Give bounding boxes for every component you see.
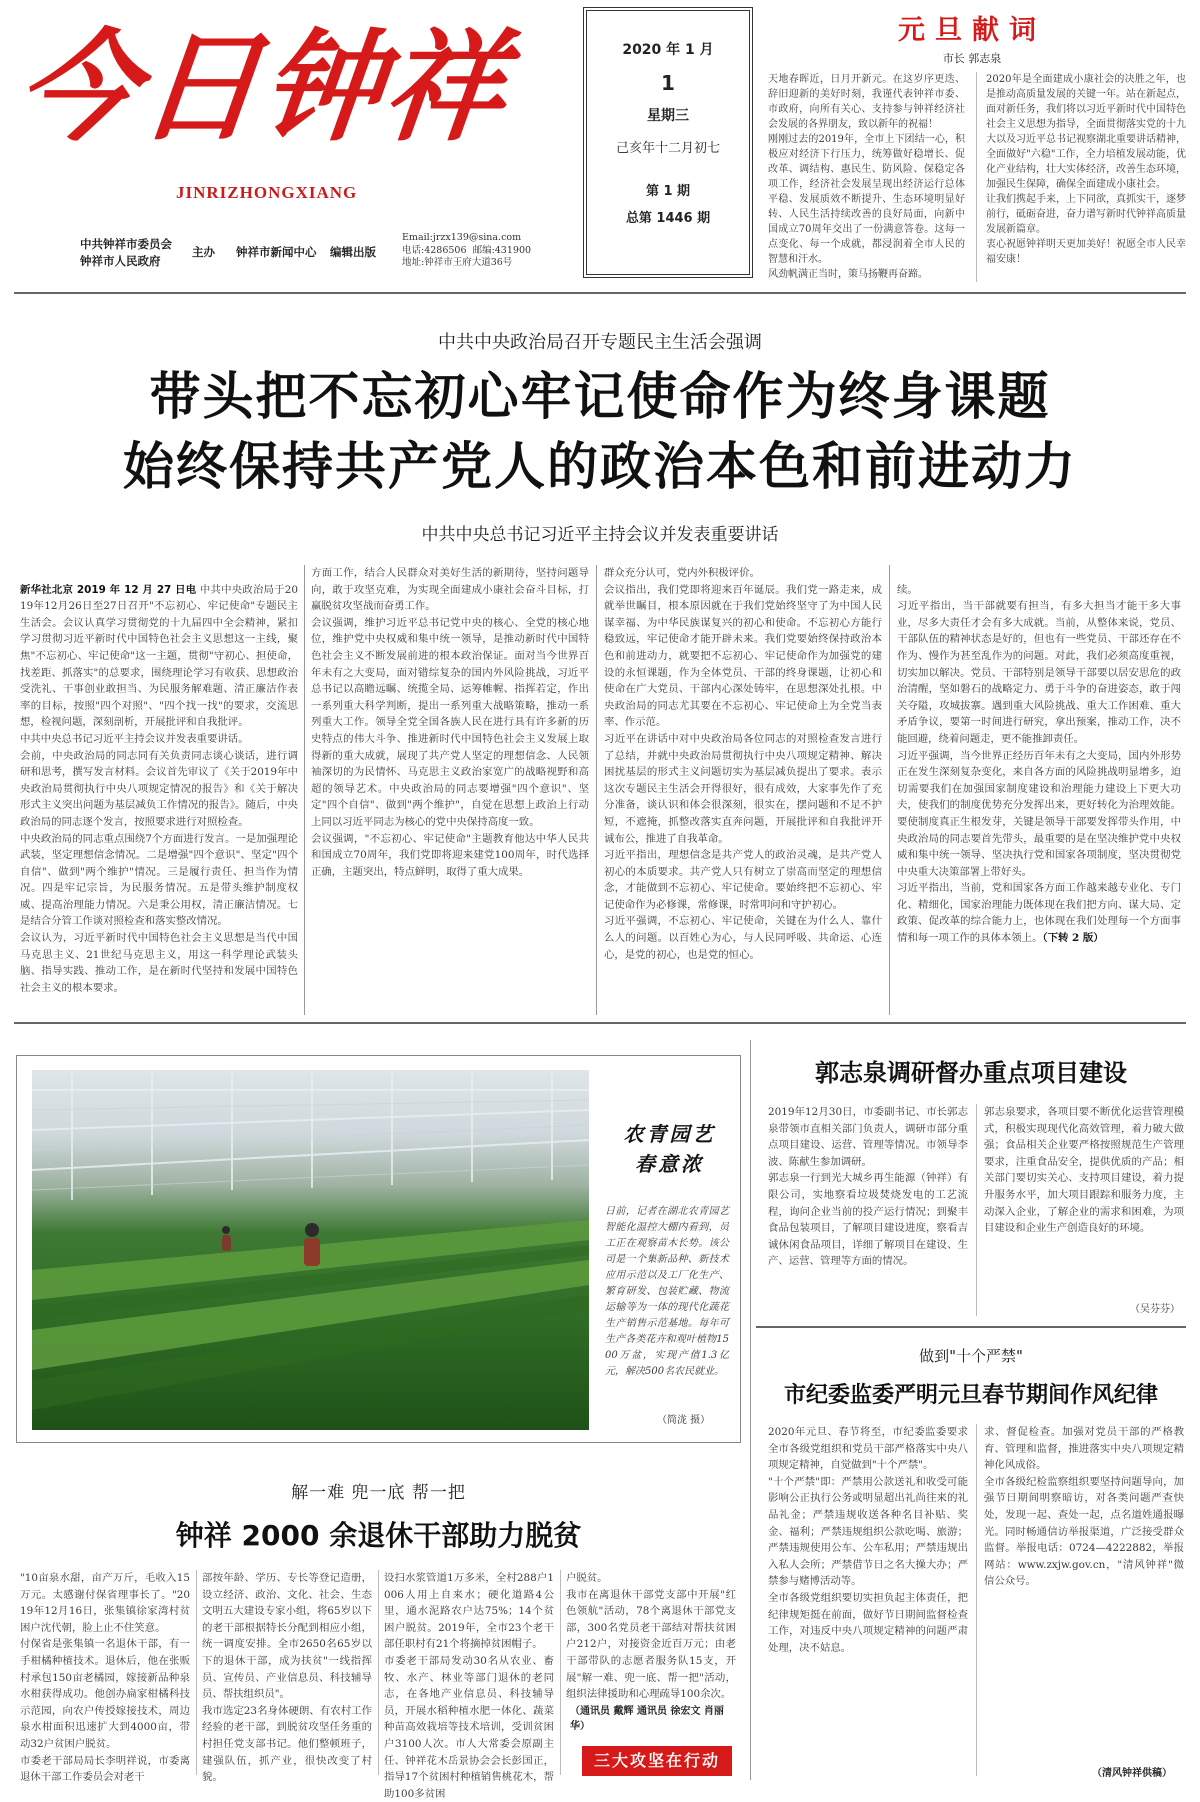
jiwei-divider	[976, 1424, 977, 1776]
issue-date: 2020 年 1 月	[622, 42, 714, 58]
worker-figure	[304, 1223, 320, 1266]
jiwei-kicker: 做到"十个严禁"	[919, 1347, 1023, 1365]
greenhouse-photo	[32, 1070, 589, 1430]
contact-address: 地址:钟祥市王府大道36号	[402, 257, 513, 268]
lead-col-3: 群众充分认可，党内外积极评价。 会议指出，我们党即将迎来百年诞辰。我们党一路走来，成就举世瞩目，根本原因就在于我们党始终坚守了为中国人民谋幸福、为中华民族谋复兴的初心和使命。不忘初心方能行稳致远，牢记使命才能开辟未来。我们党要始终保持政治本色和前进动力，就要把不忘初心、牢记使命作为加强党的建设的永恒课题，作为全体党员、干部的终身课题，让初心和使命在广大党员、干部内心深处铸牢，在思想深处扎根。中央政治局的同志尤其要在不忘初心、牢记使命上为全党当表率、作示范。 习近平在讲话中对中央政治局各位同志的对照检查发言进行了总结，并就中央政治局贯彻执行中央八项规定精神、解决困扰基层的形式主义问题切实为基层减负提出了要求。表示这次专题民主生活会开得很好，很有成效，大家事先作了充分准备，谈认识和体会很深刻，很实在，摆问题和不足不护短，不遮掩，抓整改落实直奔问题，开展批评和自我批评开诚布公，推进了自我革命。 习近平指出，理想信念是共产党人的政治灵魂，是共产党人初心的本质要求。共产党人只有树立了崇高而坚定的理想信念，才能做到不忘初心、牢记使命。要始终把不忘初心、牢记使命作为必修课，常修课，时常叩问和守护初心。 习近平强调，不忘初心、牢记使命，关键在为什么人、靠什么人的问题。以百姓心为心，与人民同呼吸、共命运、心连心，是党的初心，也是党的恒心。	[604, 567, 882, 961]
photo-title-2: 春意浓	[635, 1152, 704, 1176]
right-section-divider	[750, 1040, 751, 1780]
retire-col-4: 户脱贫。 我市在离退休干部党支部中开展"红色领航"活动，78个离退休干部党支部，300名党员老干部结对帮扶贫困户212户，对接资金近百万元；由老干部带队的志愿者服务队15支，开展"解一难、兜一底、帮一把"活动，组织法律援助和心理疏导100余次。	[566, 1572, 736, 1701]
retire-headline: 钟祥 2000 余退休干部助力脱贫	[175, 1519, 582, 1552]
sponsor-2: 钟祥市人民政府	[80, 254, 161, 268]
newyear-col-1: 天地春晖近，日月开新元。在这岁序更迭、辞旧迎新的美好时刻，我谨代表钟祥市委、市政府，向所有关心、支持参与钟祥经济社会发展的各界朋友，致以新年的祝福！ 刚刚过去的2019年，全市上下团结一心，积极应对经济下行压力，统筹做好稳增长、促改革、调结构、惠民生、防风险、保稳定各项工作，经济社会发展呈现出经济运行总体平稳、发展质效不断提升、生态环境明显好转、人民生活持续改善的良好局面，向新中国成立70周年交出了一份满意答卷。这每一点变化、每一个成就，都浸润着全市人民的智慧和汗水。 风劲帆满正当时，策马扬鞭再奋蹄。	[768, 74, 965, 280]
lead-dateline: 新华社北京 2019 年 12 月 27 日电	[20, 583, 197, 596]
lead-col-1: 新华社北京 2019 年 12 月 27 日电 中共中央政治局于2019年12月26日至27日召开"不忘初心、牢记使命"专题民主生活会。会议认真学习贯彻党的十九届四中全会精神，紧扣学习贯彻习近平新时代中国特色社会主义思想这一主线，聚焦"不忘初心、牢记使命"这一主题，贯彻"守初心、担使命，找差距、抓落实"的总要求，围绕理论学习有收获、思想政治受洗礼、干事创业敢担当、为民服务解难题、清正廉洁作表率的目标，按照"四个对照"、"四个找一找"的要求，交流思想，检视问题，深刻剖析，开展批评和自我批评。 中共中央总书记习近平主持会议并发表重要讲话。 会前，中央政治局的同志同有关负责同志谈心谈话，进行调研和思考，撰写发言材料。会议首先审议了《关于2019年中央政治局贯彻执行中央八项规定情况的报告》和《关于解决形式主义突出问题为基层减负工作情况的报告》。随后，中央政治局的同志逐个发言，按照要求进行对照检查。 中央政治局的同志重点围绕7个方面进行发言。一是加强理论武装，坚定理想信念情况。二是增强"四个意识"、坚定"四个自信"、做到"两个维护"情况。三是履行责任、担当作为情况。四是牢记宗旨，为民服务情况。五是带头维护制度权威、提高治理能力情况。六是秉公用权，清正廉洁情况。七是结合分管工作谈对照检查和落实整改情况。 会议认为，习近平新时代中国特色社会主义思想是当代中国马克思主义、21世纪马克思主义，用这一科学理论武装头脑、指导实践、推动工作，是在新时代坚持和发展中国特色社会主义的根本要求。	[20, 583, 298, 994]
lead-kicker: 中共中央政治局召开专题民主生活会强调	[438, 332, 762, 353]
issue-day: 1	[661, 71, 675, 95]
retire-col-2: 部按年龄、学历、专长等登记造册，设立经济、政治、文化、社会、生态文明五大建设专家小组，将65岁以下的老干部根据特长分配到相应小组，统一调度安排。全市2650名65岁以下的退休干部，成为扶贫"一线指挥员、宣传员、产业信息员、科技辅导员、帮扶组织员"。 我市选定23名身体硬朗、有农村工作经验的老干部，到脱贫攻坚任务重的村担任党支部书记。他们整顿班子，建强队伍，抓产业，很快改变了村貌。	[202, 1572, 372, 1784]
dateline-box	[586, 10, 750, 275]
retire-kicker: 解一难 兜一底 帮一把	[291, 1483, 466, 1503]
newyear-title: 元旦献词	[898, 15, 1046, 46]
photo-feature	[16, 1055, 741, 1443]
masthead-pinyin: JINRIZHONGXIANG	[176, 183, 358, 202]
guo-col-2: 郭志泉要求，各项目要不断优化运营管理模式，积极实现现代化高效管理，着力破大做强；食品相关企业要严格按照规范生产管理要求，注重食品安全，提供优质的产品；相关部门要切实关心、支持项目建设，着力提升服务水平，加大项目跟踪和服务力度，主动深入企业，了解企业的需求和困难，为项目建设和企业生产创造良好的环境。	[984, 1106, 1184, 1235]
masthead-rule	[14, 292, 1186, 294]
newyear-divider	[976, 72, 977, 282]
guo-divider	[976, 1104, 977, 1316]
lunar-date: 己亥年十二月初七	[615, 141, 720, 156]
guo-headline: 郭志泉调研督办重点项目建设	[815, 1059, 1127, 1087]
lead-deck: 中共中央总书记习近平主持会议并发表重要讲话	[421, 525, 779, 545]
photo-title-1: 农青园艺	[623, 1122, 716, 1146]
retire-col-3: 设扫水浆管道1万多米，全村288户1006人用上自来水；硬化道路4公里，通水泥路农户达75%；14个贫困户脱贫。2019年，全市23个老干部任职村有21个将摘掉贫困帽子。 市委老干部局发动30名从农业、畜牧、水产、林业等部门退休的老同志，在各地产业信息员、科技辅导员，开展水稻种植水肥一体化、蔬菜种苗高效栽培等技术培训，受训贫困户3100人次。市人大常委会原副主任、钟祥花木岳景协会会长彭国正，指导17个贫困村种植销售桃花木，帮助100多贫困	[384, 1572, 554, 1800]
retire-divider-1	[196, 1570, 197, 1775]
jiwei-credit: （清风钟祥供稿）	[1092, 1768, 1172, 1779]
jiwei-headline: 市纪委监委严明元旦春节期间作风纪律	[783, 1383, 1158, 1408]
issue-weekday: 星期三	[647, 108, 689, 124]
guo-col-1: 2019年12月30日，市委副书记、市长郭志泉带领市直相关部门负责人，调研市部分重点项目建设、运营、管理等情况。市领导李波、陈献生参加调研。 郭志泉一行到光大城乡再生能源（钟祥）有限公司，实地察看垃圾焚烧发电的工艺流程，询问企业当前的投产运行情况；到聚丰食品包装项目，了解项目建设进度，察看吉诚休闲食品项目，详细了解项目在建设、生产、运营、管理等方面的情况。	[768, 1106, 968, 1268]
lead-col-2: 方面工作，结合人民群众对美好生活的新期待，坚持问题导向，敢于攻坚克难，为实现全面建成小康社会奋斗目标，打赢脱贫攻坚战而奋勇工作。 会议强调，维护习近平总书记党中央的核心、全党的核心地位，维护党中央权威和集中统一领导，是推动新时代中国特色社会主义不断发展前进的根本政治保证。面对当今世界百年未有之大变局，面对错综复杂的国内外风险挑战，习近平总书记以高瞻远瞩、统揽全局、运筹帷幄、指挥若定，作出一系列重大科学判断，提出一系列重大战略策略，推动一系列重大工作。领导全党全国各族人民在进行具有许多新的历史特点的伟大斗争、推进新时代中国特色社会主义发展上取得新的重大成就，展现了共产党人坚定的理想信念、人民领袖深切的为民情怀、马克思主义政治家宽广的战略视野和高超的领导艺术。中央政治局的同志要增强"四个意识"、坚定"四个自信"、做到"两个维护"，自觉在思想上政治上行动上同以习近平同志为核心的党中央保持高度一致。 会议强调，"不忘初心、牢记使命"主题教育他达中华人民共和国成立70周年，我们党即将迎来建党100周年，时代选择正确，主题突出，特点鲜明，取得了重大成果。	[311, 567, 589, 878]
publisher: 钟祥市新闻中心	[236, 245, 317, 259]
issue-number: 第 1 期	[645, 184, 691, 199]
lead-divider-1	[304, 565, 305, 1015]
sponsor-1: 中共钟祥市委员会	[80, 237, 172, 251]
campaign-banner: 三大攻坚在行动	[582, 1746, 732, 1776]
lead-headline-1: 带头把不忘初心牢记使命作为终身课题	[149, 368, 1051, 427]
total-issue-number: 总第 1446 期	[625, 211, 711, 226]
newyear-author: 市长 郭志泉	[942, 52, 1002, 65]
lead-divider-2	[596, 565, 597, 1015]
retire-credit: （通讯员 戴辉 通讯员 徐宏文 肖丽华）	[570, 1706, 724, 1732]
lead-divider-3	[889, 565, 890, 1015]
photo-credit: （简泷 摄）	[657, 1415, 711, 1426]
sponsor-tag: 主办	[192, 245, 215, 259]
guo-credit: （吴芬芬）	[1130, 1304, 1180, 1315]
lead-bottom-rule	[14, 1022, 1186, 1024]
lead-headline-2: 始终保持共产党人的政治本色和前进动力	[122, 438, 1077, 497]
retire-divider-2	[378, 1570, 379, 1775]
lead-col-4: 续。 习近平指出，当干部就要有担当，有多大担当才能干多大事业，尽多大责任才会有多大成就。当前，从整体来说，党员、干部队伍的精神状态是好的，但也有一些党员、干部还存在不作为、慢作为甚至乱作为的问题。对此，我们必须高度重视，切实加以解决。党员、干部特别是领导干部要以居安思危的政治清醒，坚如磐石的战略定力、勇于斗争的奋进姿态，敢于闯关夺隘，攻城拔寨。遇到重大风险挑战、重大工作困难、重大矛盾争议，要第一时间进行研究，拿出预案，推动工作，决不能回避，绕着问题走，更不能推卸责任。 习近平强调，当今世界正经历百年未有之大变局，国内外形势正在发生深刻复杂变化，来自各方面的风险挑战明显增多，迫切需要我们在加强国家制度建设和治理能力建设上下更大功夫，使我们的制度优势充分发挥出来，更好转化为治理效能。要使制度真正生根发芽，关键是领导干部要发挥带头作用，中央政治局的同志要首先带头，最重要的是在坚决维护党中央权威和集中统一领导、坚决执行党和国家各项制度，坚决贯彻党中央重大决策部署上带好头。 习近平指出，当前，党和国家各方面工作越来越专业化、专门化、精细化，国家治理能力既体现在我们把方向、谋大局、定政策、促改革的综合能力上，也体现在我们处理每一个方面事情和每一项工作的具体本领上。（下转 2 版）	[897, 583, 1181, 945]
newspaper-logo: 今日钟祥	[10, 17, 514, 158]
greenhouse-illustration	[32, 1070, 589, 1430]
lead-continued: （下转 2 版）	[1042, 932, 1104, 945]
photo-caption: 日前，记者在湖北农青园艺智能化温控大棚内看到，员工正在观察苗木长势。该公司是一个集新品种、新技术应用示范以及工厂化生产、繁育研发、包装贮藏、物流运输等为一体的现代化蔬花生产销售示范基地。每年可生产各类花卉和观叶植物1500万盆，实现产值1.3亿元，解决500名农民就业。	[605, 1206, 729, 1377]
guo-bottom-rule	[756, 1326, 1186, 1328]
editor-tag: 编辑出版	[330, 245, 376, 259]
contact-email: Email:jrzx139@sina.com	[402, 232, 522, 243]
retire-divider-3	[560, 1570, 561, 1775]
jiwei-col-1: 2020年元旦、春节将至，市纪委监委要求全市各级党组织和党员干部严格落实中央八项规定精神，自觉做到"十个严禁"。 "十个严禁"即：严禁用公款送礼和收受可能影响公正执行公务或明显超出礼尚往来的礼品礼金；严禁违规收送各种名目补贴、奖金、福利；严禁违规组织公款吃喝、旅游；严禁违规使用公车、公车私用；严禁违规出入私人会所；严禁借节日之名大操大办；严禁参与赌博活动等。 全市各级党组织要切实担负起主体责任，把纪律规矩挺在前面，做好节日期间监督检查工作，对违反中央八项规定精神的问题严肃处理，决不姑息。	[768, 1426, 968, 1654]
newyear-col-2: 2020年是全面建成小康社会的决胜之年，也是推动高质量发展的关键一年。站在新起点，面对新任务，我们将以习近平新时代中国特色社会主义思想为指导，全面贯彻落实党的十九大以及习近平总书记视察湖北重要讲话精神，全面做好"六稳"工作，全力培植发展动能，优化产业结构，壮大实体经济，改善生态环境，加强民生保障，确保全面建成小康社会。 让我们携起手来，上下同欲，真抓实干，逐梦前行，砥砺奋进，奋力谱写新时代钟祥高质量发展新篇章。 衷心祝愿钟祥明天更加美好！祝愿全市人民幸福安康！	[986, 74, 1186, 265]
contact-info	[402, 232, 531, 270]
retire-col-1: "10亩泉水甜，亩产万斤，毛收入15万元。太感谢付保省理事长了。"2019年12月16日，张集镇徐家湾村贫困户沈代朝，脸上止不住笑意。 付保省是张集镇一名退休干部，有一手柑橘种植技术。退休后，他在张贩村承包150亩老橘园，嫁接新品种泉水柑获得成功。他创办扁家柑橘科技示范园，向农户传授嫁接技术，周边泉水柑面积迅速扩大到4000亩，带动32户贫困户脱贫。 市委老干部局局长李明祥说，市委离退休干部工作委员会对老干	[20, 1572, 190, 1784]
jiwei-col-2: 求、督促检查。加强对党员干部的严格教育、管理和监督，推进落实中央八项规定精神化风成俗。 全市各级纪检监察组织要坚持问题导向，加强节日期间明察暗访，对各类问题严查快处，发现一起、查处一起，点名道姓通报曝光。同时畅通信访举报渠道，广泛接受群众监督。举报电话：0724—4222882，举报网站：www.zxjw.gov.cn，"清风钟祥"微信公众号。	[984, 1426, 1184, 1588]
contact-phone: 电话:4286506 邮编:431900	[402, 244, 532, 256]
